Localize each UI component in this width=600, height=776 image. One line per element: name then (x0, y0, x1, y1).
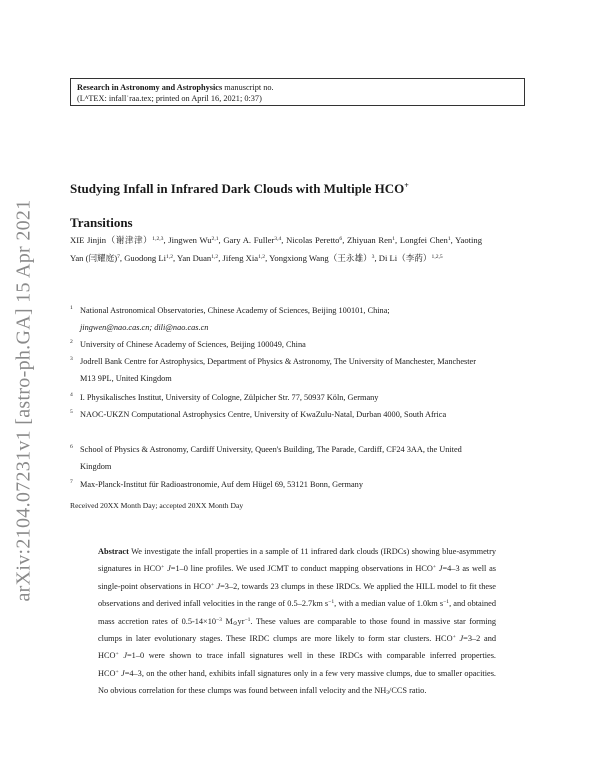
contact-email[interactable]: jingwen@nao.cas.cn; dili@nao.cas.cn (80, 323, 209, 332)
abstract: Abstract We investigate the infall properties in a sample of 11 infrared dark clouds (IRDCs) showing blue-asymmetry signatures in HCO+ J=1–0 line profiles. We used JCMT to conduct mapping observations in HCO+ J=4–3 as well as single-point observations in HCO+ J=3–2, towards 23 clumps in these IRDCs. We applied the HILL model to fit these observations and derived infall velocities in the range of 0.5–2.7km $s^{-1}$, with a median value of 1.0km $s^{-1}$, and obtained mass accretion rates of $0.5-14\times 10^{-3}$ $M_⊙yr^{-1}$. These values are comparable to those found in massive star forming clumps in later evolutionary stages. These IRDC clumps are more likely to form star clusters. HCO+ J=3–2 and HCO+ J=1–0 were shown to trace infall signatures well in these IRDCs with comparable inferred properties. HCO+ J=4–3, on the other hand, exhibits infall signatures only in a few very massive clumps, due to smaller opacities. No obvious correlation for these clumps was found between infall velocity and the $NH_3$/CCS ratio. (98, 547, 497, 697)
affiliation-6: 6 School of Physics & Astronomy, Cardiff University, Queen's Building, The Parade, Cardiff, CF24 3AA, the United Kingdom (70, 444, 462, 471)
author: Yan Duan (176, 252, 212, 263)
author-list: XIE Jinjin（谢津津）$^{1,2,3}$, Jingwen Wu$^{2,1}$, Gary A. Fuller$^{3,4}$, Nicolas Peretto$^6$, Zhiyuan Ren$^1$, Longfei Chen$^1$, Yaoting Yan (闫耀庭)$^7$, Guodong Li$^{1,2}$, Yan Duan$^{1,2}$, Jifeng Xia$^{1,2}$, Yongxiong Wang（王永雄）$^3$, Di Li（李菂）$^{1,2,5}$ (70, 235, 482, 263)
author: Zhiyuan Ren (347, 235, 393, 245)
print-info: (LᴬTEX: infall˙raa.tex; printed on April 16, 2021; 0:37) (77, 94, 262, 103)
affiliation-3: 3 Jodrell Bank Centre for Astrophysics, Department of Physics & Astronomy, The University of Manchester, Manchester M13 9PL, United Kingdom (70, 356, 476, 383)
author: Longfei Chen (399, 235, 448, 245)
received-dates: Received 20XX Month Day; accepted 20XX Month Day (70, 501, 244, 510)
abstract-label: Abstract (98, 547, 129, 556)
author: Jifeng Xia (222, 252, 259, 263)
affiliation-1: 1 National Astronomical Observatories, Chinese Academy of Sciences, Beijing 100101, China; jingwen@nao.cas.cn; dili@nao.cas.cn (70, 302, 490, 336)
paper-title: Studying Infall in Infrared Dark Clouds with Multiple HCO+ Transitions (70, 181, 409, 230)
manuscript-label: manuscript no. (222, 83, 274, 92)
affiliation-4: 4 I. Physikalisches Institut, University of Cologne, Zülpicher Str. 77, 50937 Köln, Germany (70, 392, 379, 402)
journal-line (77, 82, 518, 93)
arxiv-watermark: arXiv:2104.07231v1 [astro-ph.GA] 15 Apr 2021 (12, 198, 35, 602)
affiliation-2: 2 University of Chinese Academy of Sciences, Beijing 100049, China (70, 339, 306, 349)
author: Di Li（李菂） (378, 252, 432, 263)
author: Guodong Li (124, 252, 166, 263)
author: Yaoting Yan (闫耀庭) (70, 235, 482, 263)
journal-header-box (70, 78, 525, 106)
affiliation-5: 5 NAOC-UKZN Computational Astrophysics Centre, University of KwaZulu-Natal, Durban 4000, South Africa (70, 409, 447, 419)
author: Gary A. Fuller (223, 235, 275, 245)
author: Nicolas Peretto (286, 235, 340, 245)
author: Jingwen Wu (168, 235, 212, 245)
affiliation-7: 7 Max-Planck-Institut für Radioastronomie, Auf dem Hügel 69, 53121 Bonn, Germany (70, 479, 363, 489)
author: XIE Jinjin（谢津津） (70, 235, 153, 245)
journal-name: Research in Astronomy and Astrophysics (77, 83, 223, 92)
author: Yongxiong Wang（王永雄） (269, 252, 372, 263)
